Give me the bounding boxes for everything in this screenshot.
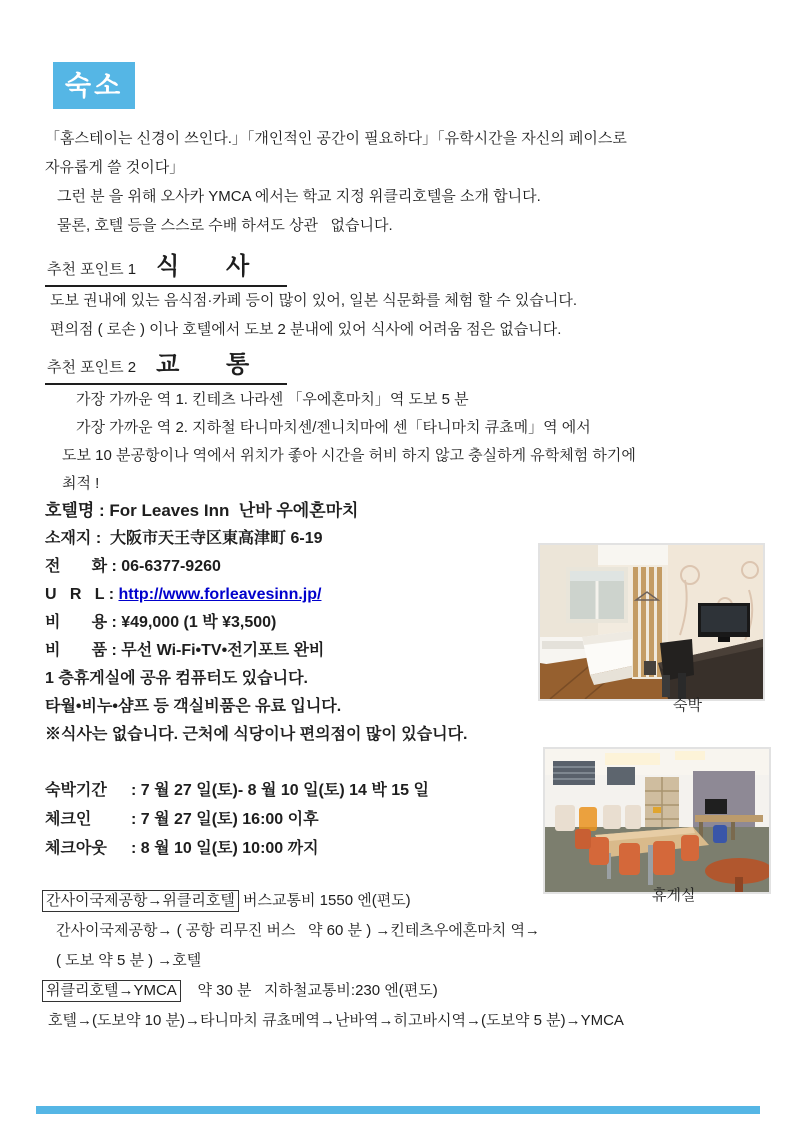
stay-period-value: : 7 월 27 일(토)- 8 월 10 일(토) 14 박 15 일 (131, 782, 429, 799)
stay-dates (45, 776, 429, 863)
intro-line: 그런 분 을 위해 오사카 YMCA 에서는 학교 지정 위클리호텔을 소개 합니다. (57, 188, 541, 205)
hotel-amenity-label: 비 품 : (45, 642, 122, 659)
intro-paragraph (45, 124, 627, 240)
hotel-name-label: 호텔명 : (45, 501, 110, 520)
hotel-address-label: 소재지 : (45, 530, 111, 547)
hotel-name-en: For Leaves Inn (109, 501, 230, 520)
route2-header (42, 976, 624, 1006)
route2-box: 위클리호텔→YMCA (42, 980, 181, 1002)
stay-period-row (45, 776, 429, 805)
section-badge: 숙소 (53, 62, 135, 109)
point2-body-line: 가장 가까운 역 1. 킨테츠 나라센 「우에혼마치」역 도보 5 분 (76, 391, 469, 408)
guest-room-illustration (540, 545, 763, 699)
hotel-url-link[interactable]: http://www.forleavesinn.jp/ (118, 586, 322, 603)
hotel-amenity-value: 무선 Wi-Fi•TV•전기포트 완비 (121, 642, 325, 659)
hotel-info (45, 497, 468, 749)
hotel-url-label: U R L : (45, 586, 119, 603)
hotel-cost-row (45, 609, 468, 637)
hotel-name-line (45, 497, 468, 525)
guest-room-photo (538, 543, 765, 701)
photo-caption-lounge: 휴게실 (652, 887, 696, 904)
stay-period-label: 숙박기간 (45, 782, 107, 799)
intro-line: 물론, 호텔 등을 스스로 수배 하셔도 상관 없습니다. (57, 217, 393, 234)
point1-heading (45, 246, 287, 287)
access-info (42, 886, 624, 1036)
checkout-row (45, 834, 429, 863)
hotel-phone-row (45, 553, 468, 581)
point1-body (50, 286, 577, 344)
route2-detail: 호텔→(도보약 10 분)→타니마치 큐쵸메역→난바역→히고바시역→(도보약 5 분)→YMCA (48, 1012, 624, 1029)
lounge-photo (543, 747, 771, 894)
intro-line: 자유롭게 쓸 것이다」 (45, 159, 185, 176)
checkout-value: : 8 월 10 일(토) 10:00 까지 (131, 840, 319, 857)
checkin-label: 체크인 (45, 811, 92, 828)
hotel-url-row (45, 581, 468, 609)
point1-body-line: 도보 권내에 있는 음식점·카페 등이 많이 있어, 일본 식문화를 체험 할 수 있습니다. (50, 292, 578, 309)
hotel-amenity-row (45, 637, 468, 665)
hotel-note: 1 층휴게실에 공유 컴퓨터도 있습니다. (45, 670, 308, 687)
hotel-note: 타월•비누•샴프 등 객실비품은 유료 입니다. (45, 698, 342, 715)
photo-caption-room: 숙박 (673, 697, 702, 714)
point1-title: 식 사 (156, 253, 250, 280)
point2-heading (45, 344, 287, 385)
hotel-cost-value: ¥49,000 (1 박 ¥3,500) (121, 614, 277, 631)
lounge-illustration (545, 749, 769, 892)
hotel-cost-label: 비 용 : (45, 614, 122, 631)
point2-body (45, 386, 636, 498)
route1-header (42, 886, 624, 916)
checkin-value: : 7 월 27 일(토) 16:00 이후 (131, 811, 319, 828)
route1-box: 간사이국제공항→위클리호텔 (42, 890, 239, 912)
point2-body-line: 최적 ! (62, 475, 100, 492)
hotel-phone-label: 전 화 : (45, 558, 122, 575)
point2-body-line: 가장 가까운 역 2. 지하철 타니마치센/젠니치마에 센「타니마치 큐쵸메」역 에서 (76, 419, 591, 436)
route1-detail: 간사이국제공항→ ( 공항 리무진 버스 약 60 분 ) →킨테츠우에혼마치 역→ (56, 922, 540, 939)
hotel-note: ※식사는 없습니다. 근처에 식당이나 편의점이 많이 있습니다. (45, 726, 468, 743)
intro-line: 「홈스테이는 신경이 쓰인다.」「개인적인 공간이 필요하다」「유학시간을 자신의 페이스로 (45, 130, 627, 147)
point1-body-line: 편의점 ( 로손 ) 이나 호텔에서 도보 2 분내에 있어 식사에 어려움 점은 없습니다. (50, 321, 562, 338)
hotel-phone-value: 06-6377-9260 (121, 558, 221, 575)
hotel-address-row (45, 525, 468, 553)
checkout-label: 체크아웃 (45, 840, 107, 857)
point2-label: 추천 포인트 2 (47, 359, 137, 376)
point2-body-line: 도보 10 분공항이나 역에서 위치가 좋아 시간을 허비 하지 않고 충실하게 유학체험 하기에 (62, 447, 636, 464)
hotel-address-value: 大阪市天王寺区東高津町 6-19 (110, 530, 323, 547)
route1-detail: ( 도보 약 5 분 ) →호텔 (56, 952, 202, 969)
point2-title: 교 통 (156, 351, 250, 378)
route2-fare: 약 30 분 지하철교통비:230 엔(편도) (180, 982, 438, 999)
point1-label: 추천 포인트 1 (47, 261, 137, 278)
footer-rule (36, 1106, 760, 1114)
route1-fare: 버스교통비 1550 엔(편도) (238, 892, 411, 909)
checkin-row (45, 805, 429, 834)
hotel-name-kr: 난바 우에혼마치 (229, 501, 359, 520)
